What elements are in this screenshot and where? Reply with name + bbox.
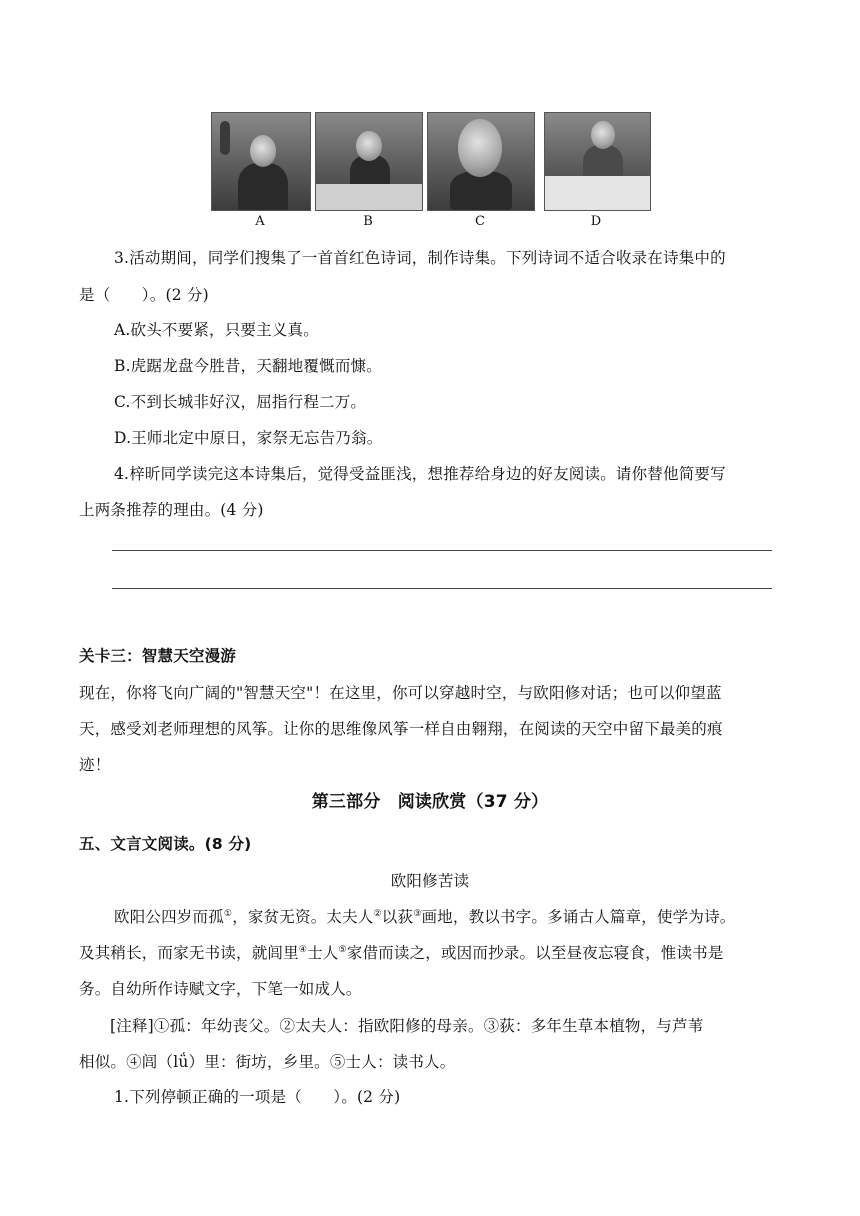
option-b: B.虎踞龙盘今胜昔，天翻地覆慨而慷。 bbox=[114, 357, 382, 375]
photo-d bbox=[544, 112, 651, 211]
photo-label-b: B bbox=[363, 214, 373, 229]
question-3-line-2: 是（ ）。(2 分) bbox=[79, 286, 209, 304]
footnote-2-marker: ② bbox=[373, 908, 382, 919]
level-3-intro-line-3: 迹！ bbox=[79, 756, 111, 774]
option-a: A.砍头不要紧，只要主义真。 bbox=[114, 321, 319, 339]
photo-c bbox=[427, 112, 535, 211]
level-3-intro-line-2: 天，感受刘老师理想的风筝。让你的思维像风筝一样自由翱翔，在阅读的天空中留下最美的痕 bbox=[79, 720, 723, 738]
photo-label-c: C bbox=[475, 214, 485, 229]
photo-label-a: A bbox=[255, 214, 265, 229]
section-5-title: 五、文言文阅读。(8 分) bbox=[79, 835, 252, 853]
footnote-3-marker: ③ bbox=[413, 908, 422, 919]
photo-a bbox=[211, 112, 311, 211]
question-4-line-2: 上两条推荐的理由。(4 分) bbox=[79, 501, 264, 519]
answer-line-2 bbox=[112, 588, 772, 589]
passage-line-1: 欧阳公四岁而孤①，家贫无资。太夫人②以荻③画地，教以书字。多诵古人篇章，使学为诗。 bbox=[114, 908, 736, 926]
answer-line-1 bbox=[112, 550, 772, 551]
question-1: 1.下列停顿正确的一项是（ ）。(2 分) bbox=[114, 1088, 401, 1106]
option-d: D.王师北定中原日，家祭无忘告乃翁。 bbox=[114, 429, 383, 447]
level-3-intro-line-1: 现在，你将飞向广阔的"智慧天空"！在这里，你可以穿越时空，与欧阳修对话；也可以仰望蓝 bbox=[79, 684, 722, 702]
level-3-title: 关卡三：智慧天空漫游 bbox=[79, 647, 237, 665]
footnote-4-marker: ④ bbox=[298, 944, 308, 955]
passage-line-3: 务。自幼所作诗赋文字，下笔一如成人。 bbox=[79, 980, 362, 998]
passage-line-2: 及其稍长，而家无书读，就闾里④士人⑤家借而读之，或因而抄录。以至昼夜忘寝食，惟读书是 bbox=[79, 944, 724, 962]
notes-line-1: [注释]①孤：年幼丧父。②太夫人：指欧阳修的母亲。③荻：多年生草本植物，与芦苇 bbox=[110, 1017, 704, 1035]
footnote-5-marker: ⑤ bbox=[338, 944, 347, 955]
part-3-heading: 第三部分 阅读欣赏（37 分） bbox=[311, 792, 549, 812]
option-c: C.不到长城非好汉，屈指行程二万。 bbox=[114, 393, 367, 411]
passage-title: 欧阳修苦读 bbox=[390, 872, 470, 890]
question-3-line-1: 3.活动期间，同学们搜集了一首首红色诗词，制作诗集。下列诗词不适合收录在诗集中的 bbox=[114, 249, 726, 267]
photo-label-d: D bbox=[590, 214, 602, 229]
question-4-line-1: 4.梓昕同学读完这本诗集后，觉得受益匪浅，想推荐给身边的好友阅读。请你替他简要写 bbox=[114, 465, 726, 483]
photo-b bbox=[315, 112, 423, 211]
notes-line-2: 相似。④闾（lǘ）里：街坊，乡里。⑤士人：读书人。 bbox=[79, 1053, 456, 1071]
footnote-1-marker: ① bbox=[223, 908, 233, 919]
portrait-photo-strip bbox=[211, 112, 651, 230]
